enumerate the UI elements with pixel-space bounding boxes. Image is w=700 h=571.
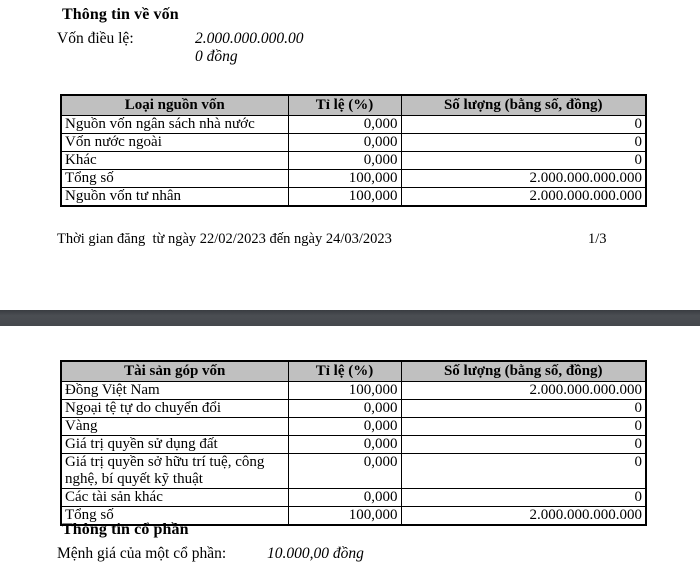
row-label-cell: Đồng Việt Nam xyxy=(61,382,288,400)
page-break-divider xyxy=(0,310,700,326)
shares-section-title: Thông tin cổ phần xyxy=(62,521,189,538)
par-value-label: Mệnh giá của một cổ phần: xyxy=(57,545,227,562)
table-row xyxy=(61,436,646,454)
row-label-cell: Giá trị quyền sở hữu trí tuệ, công nghệ, bí quyết kỹ thuật xyxy=(61,454,288,489)
col-header-source-type: Loại nguồn vốn xyxy=(61,95,288,116)
row-label-cell: Vốn nước ngoài xyxy=(61,134,288,152)
rate-cell: 100,000 xyxy=(288,170,401,188)
page-number: 1/3 xyxy=(588,231,607,247)
rate-cell: 0,000 xyxy=(288,454,401,489)
amount-cell: 2.000.000.000.000 xyxy=(401,170,646,188)
table-row xyxy=(61,152,646,170)
rate-cell: 0,000 xyxy=(288,400,401,418)
table-row xyxy=(61,188,646,207)
charter-capital-value-line2: 0 đồng xyxy=(195,48,238,65)
amount-cell: 0 xyxy=(401,400,646,418)
contributed-assets-table xyxy=(60,360,647,526)
rate-cell: 0,000 xyxy=(288,152,401,170)
col-header-amount: Số lượng (bằng số, đồng) xyxy=(401,361,646,382)
table-row-total xyxy=(61,170,646,188)
amount-cell: 0 xyxy=(401,489,646,507)
charter-capital-label: Vốn điều lệ: xyxy=(57,30,134,47)
table-row xyxy=(61,418,646,436)
table-row xyxy=(61,382,646,400)
amount-cell: 0 xyxy=(401,436,646,454)
rate-cell: 100,000 xyxy=(288,507,401,526)
amount-cell: 0 xyxy=(401,116,646,134)
rate-cell: 0,000 xyxy=(288,116,401,134)
row-label-cell: Tổng số xyxy=(61,507,288,526)
charter-capital-value-line1: 2.000.000.000.00 xyxy=(195,30,304,47)
row-label-cell: Giá trị quyền sử dụng đất xyxy=(61,436,288,454)
amount-cell: 2.000.000.000.000 xyxy=(401,507,646,526)
amount-cell: 2.000.000.000.000 xyxy=(401,382,646,400)
col-header-amount: Số lượng (bằng số, đồng) xyxy=(401,95,646,116)
rate-cell: 100,000 xyxy=(288,188,401,207)
rate-cell: 0,000 xyxy=(288,418,401,436)
table-header-row xyxy=(61,95,646,116)
row-label-cell: Nguồn vốn tư nhân xyxy=(61,188,288,207)
row-label-cell: Nguồn vốn ngân sách nhà nước xyxy=(61,116,288,134)
amount-cell: 2.000.000.000.000 xyxy=(401,188,646,207)
amount-cell: 0 xyxy=(401,454,646,489)
col-header-rate: Tỉ lệ (%) xyxy=(288,95,401,116)
charter-capital-value xyxy=(195,30,304,66)
table-row xyxy=(61,116,646,134)
table-row xyxy=(61,454,646,489)
capital-section-title: Thông tin về vốn xyxy=(62,6,179,23)
table-row xyxy=(61,489,646,507)
row-label-cell: Vàng xyxy=(61,418,288,436)
col-header-rate: Tỉ lệ (%) xyxy=(288,361,401,382)
rate-cell: 0,000 xyxy=(288,489,401,507)
table-header-row xyxy=(61,361,646,382)
row-label-cell: Tổng số xyxy=(61,170,288,188)
rate-cell: 100,000 xyxy=(288,382,401,400)
capital-sources-table xyxy=(60,94,647,207)
par-value-value: 10.000,00 đồng xyxy=(267,545,364,562)
rate-cell: 0,000 xyxy=(288,134,401,152)
amount-cell: 0 xyxy=(401,152,646,170)
row-label-cell: Ngoại tệ tự do chuyển đổi xyxy=(61,400,288,418)
row-label-cell: Các tài sản khác xyxy=(61,489,288,507)
row-label-cell: Khác xyxy=(61,152,288,170)
table-row xyxy=(61,400,646,418)
rate-cell: 0,000 xyxy=(288,436,401,454)
amount-cell: 0 xyxy=(401,134,646,152)
posting-period-text: Thời gian đăng từ ngày 22/02/2023 đến ngày 24/03/2023 xyxy=(57,231,392,247)
col-header-asset-type: Tài sản góp vốn xyxy=(61,361,288,382)
amount-cell: 0 xyxy=(401,418,646,436)
table-row xyxy=(61,134,646,152)
